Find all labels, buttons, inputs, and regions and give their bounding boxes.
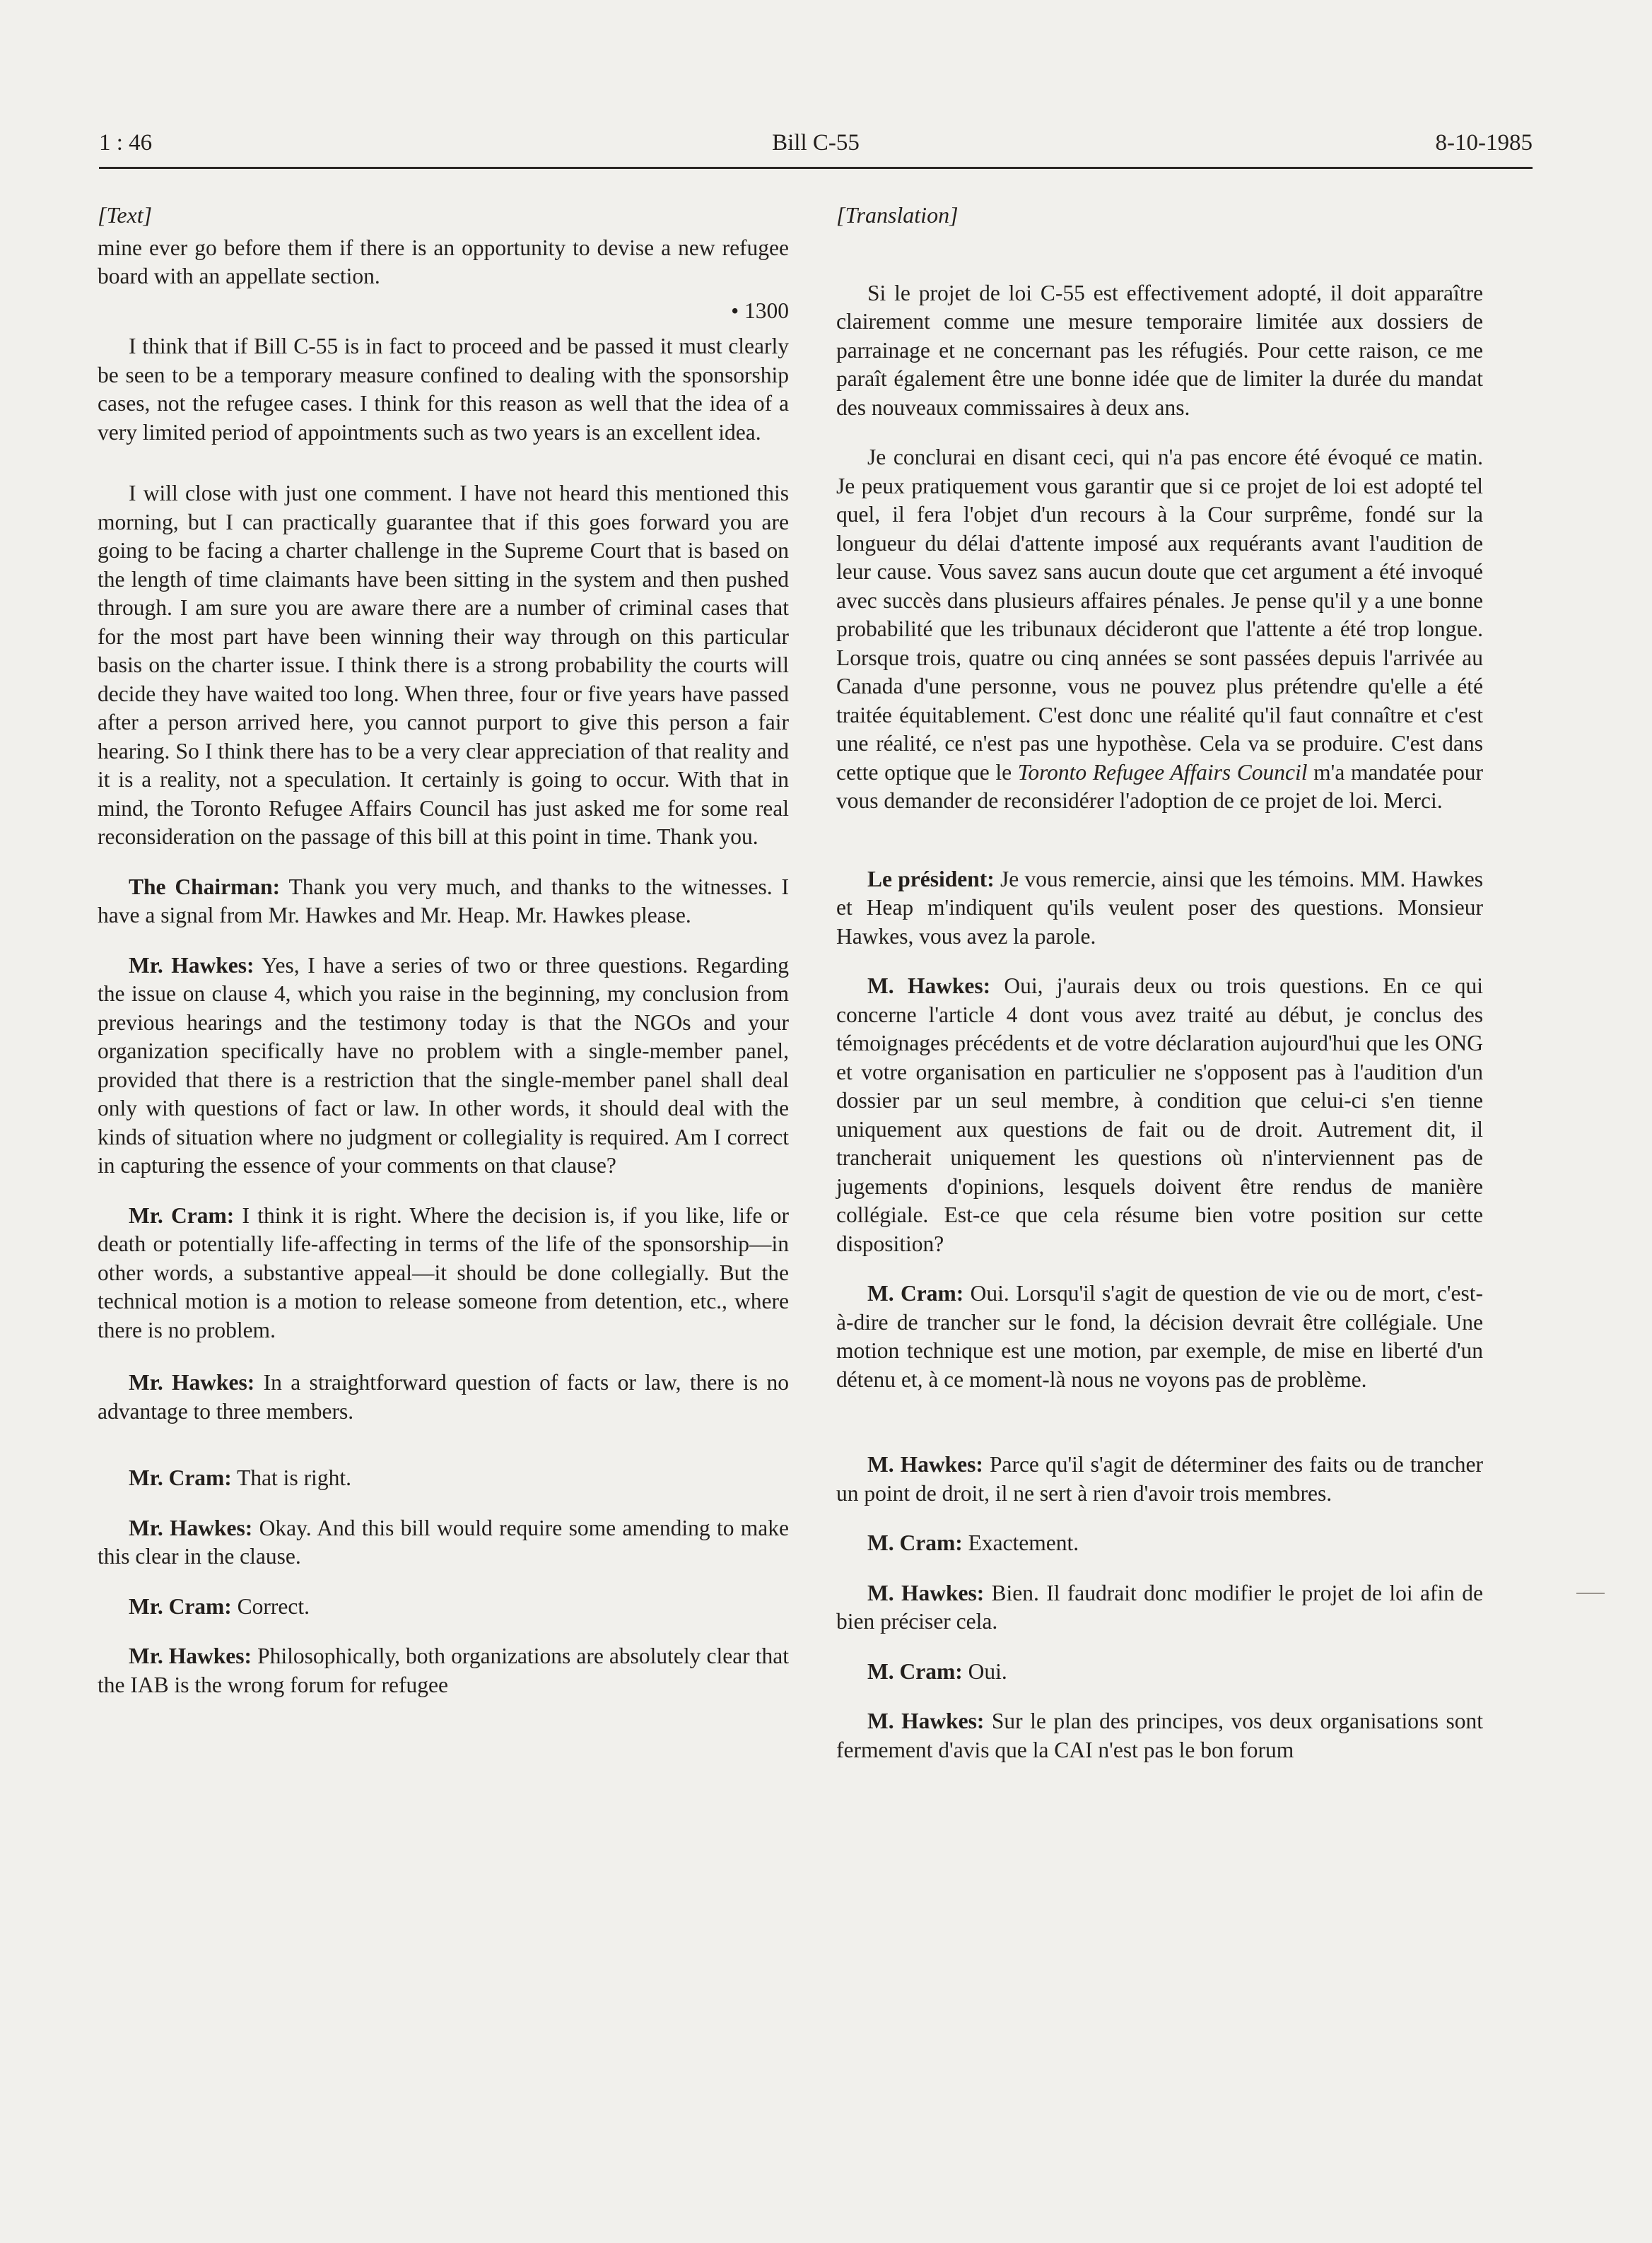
english-column [98, 201, 789, 1721]
text-label: [Text] [98, 202, 153, 228]
speaker-name: M. Hawkes: [867, 973, 991, 998]
paragraph-text: m'a mandatée pour vous demander de reconsidérer l'adoption de ce projet de loi. Merci. [836, 759, 1483, 813]
speech [836, 972, 1483, 1258]
speech-text: That is right. [231, 1465, 351, 1490]
speaker-name: M. Hawkes: [867, 1709, 985, 1733]
speech [98, 1514, 789, 1571]
paragraph: Si le projet de loi C-55 est effectivement adopté, il doit apparaître clairement comme une mesure temporaire limitée aux dossiers de parrainage et ne concernant pas les réfugiés. Pour cette raison, ce me paraît également être une bonne idée que de limiter la durée du mandat des nouveaux commissaires à deux ans. [836, 280, 1483, 420]
speaker-name: Mr. Cram: [129, 1593, 232, 1619]
paragraph: mine ever go before them if there is an opportunity to devise a new refugee board with an appellate section. [98, 235, 789, 288]
time-marker: • 1300 [731, 298, 789, 323]
speaker-name: Mr. Hawkes: [129, 1515, 253, 1540]
speech-text: Thank you very much, and thanks to the witnesses. I have a signal from Mr. Hawkes and Mr. Heap. Mr. Hawkes please. [98, 874, 790, 927]
french-column [836, 201, 1483, 1786]
paragraph: I will close with just one comment. I have not heard this mentioned this morning, but I can practically guarantee that if this goes forward you are going to be facing a charter challenge in the Supreme Court that is based on the length of time claimants have been sitting in the system and then pushed through. I am sure you are aware there are a number of criminal cases that for the most part have been winning their way through on this particular basis on the charter issue. I think there is a strong probability the courts will decide they have waited too long. When three, four or five years have passed after a person arrived here, you cannot purport to give this person a fair hearing. So I think there has to be a very clear appreciation of that reality and it is a reality, not a speculation. It certainly is going to occur. With that in mind, the Toronto Refugee Affairs Council has just asked me for some real reconsideration on the passage of this bill at this point in time. Thank you. [98, 481, 789, 849]
page-number: 1 : 46 [99, 130, 153, 156]
speech-text: Yes, I have a series of two or three questions. Regarding the issue on clause 4, which you raise in the beginning, my conclusion from previous hearings and the testimony today is that the NGOs and your organization specifically have no problem with a single-member panel, provided that there is a restriction that the single-member panel shall deal only with questions of fact or law. In other words, it should deal with the kinds of situation where no judgment or collegiality is required. Am I correct in capturing the essence of your comments on that clause? [98, 952, 789, 1178]
speech [98, 1642, 789, 1699]
speech-text: Sur le plan des principes, vos deux organisations sont fermement d'avis que la CAI n'est pas le bon forum [836, 1709, 1483, 1762]
council-name: Toronto Refugee Affairs Council [1017, 759, 1308, 785]
speech-text: Parce qu'il s'agit de déterminer des faits ou de trancher un point de droit, il ne sert à rien d'avoir trois membres. [836, 1452, 1483, 1506]
speech [98, 873, 789, 930]
speaker-name: Le président: [867, 866, 995, 891]
speech-text: Philosophically, both organizations are absolutely clear that the IAB is the wrong forum for refugee [98, 1644, 789, 1697]
speaker-name: M. Hawkes: [867, 1452, 983, 1477]
bill-title: Bill C-55 [772, 130, 860, 156]
speaker-name: Mr. Cram: [129, 1465, 232, 1490]
speaker-name: The Chairman: [129, 874, 281, 899]
sitting-date: 8-10-1985 [1435, 130, 1533, 156]
speech [98, 1464, 789, 1493]
paragraph-text: Je conclurai en disant ceci, qui n'a pas encore été évoqué ce matin. Je peux pratiquement vous garantir que si ce projet de loi est adopté tel quel, il fera l'objet d'un recours à la Cour surprême, fondé sur la longueur du délai d'attente imposé aux requérants avant l'audition de leur cause. Vous savez sans aucun doute que cet argument a été invoqué avec succès dans plusieurs affaires pénales. Je pense qu'il y a une bonne probabilité que les tribunaux décideront que l'attente a été trop longue. Lorsque trois, quatre ou cinq années se sont passées depuis l'arrivée au Canada d'une personne, vous ne pouvez plus prétendre qu'elle a été traitée équitablement. C'est donc une réalité qu'il faut connaître et c'est une réalité, ce n'est pas une hypothèse. Cela va se produire. C'est dans cette optique que le [836, 445, 1483, 785]
speech [836, 1707, 1483, 1764]
speech [836, 1658, 1483, 1687]
speech-text: Bien. Il faudrait donc modifier le projet de loi afin de bien préciser cela. [836, 1580, 1483, 1634]
speaker-name: Mr. Hawkes: [129, 1644, 252, 1668]
speech-text: Okay. And this bill would require some amending to make this clear in the clause. [98, 1515, 790, 1569]
speaker-name: Mr. Hawkes: [129, 952, 254, 978]
speaker-name: M. Hawkes: [867, 1580, 985, 1605]
speaker-name: Mr. Hawkes: [129, 1370, 255, 1395]
translation-label: [Translation] [836, 202, 959, 228]
speaker-name: M. Cram: [867, 1530, 963, 1555]
speaker-name: M. Cram: [867, 1658, 963, 1684]
speech-text: Oui. [962, 1658, 1007, 1684]
speech [98, 1202, 789, 1345]
speech-text: Oui. Lorsqu'il s'agit de question de vie ou de mort, c'est-à-dire de trancher sur le fond, la décision devrait être collégiale. Une motion technique est une motion, par exemple, de mise en liberté d'un détenu et, à ce moment-là nous ne voyons pas de problème. [836, 1281, 1484, 1392]
paragraph: I think that if Bill C-55 is in fact to proceed and be passed it must clearly be seen to be a temporary measure confined to dealing with the sponsorship cases, not the refugee cases. I think for this reason as well that the idea of a very limited period of appointments such as two years is an excellent idea. [98, 334, 789, 445]
speech [836, 1451, 1483, 1508]
speaker-name: Mr. Cram: [129, 1202, 235, 1228]
speech [836, 865, 1483, 951]
speech-text: Je vous remercie, ainsi que les témoins. MM. Hawkes et Heap m'indiquent qu'ils veulent poser des questions. Monsieur Hawkes, vous avez la parole. [836, 866, 1483, 949]
speech [98, 951, 789, 1181]
speech [98, 1369, 789, 1426]
margin-mark [1576, 1593, 1605, 1594]
speech [836, 1579, 1483, 1636]
speech-text: I think it is right. Where the decision is, if you like, life or death or potentially life-affecting in terms of the life of the sponsorship—in other words, a substantive appeal—it should be done collegially. But the technical motion is a motion to release someone from detention, etc., where there is no problem. [98, 1202, 789, 1342]
speech [836, 1529, 1483, 1558]
speech-text: Correct. [231, 1593, 310, 1619]
paragraph [836, 443, 1483, 816]
speech [98, 1593, 789, 1622]
speech-text: Exactement. [962, 1530, 1079, 1555]
speaker-name: M. Cram: [867, 1281, 964, 1306]
speech [836, 1279, 1483, 1394]
speech-text: Oui, j'aurais deux ou trois questions. En ce qui concerne l'article 4 dont vous avez traité au début, je conclus des témoignages précédents et de votre déclaration aujourd'hui que les ONG et votre organisation en particulier ne s'opposent pas à l'audition d'un dossier par un seul membre, à condition que celui-ci s'en tienne uniquement aux questions de fait ou de droit. Autrement dit, il trancherait uniquement les questions où n'interviennent pas de jugements d'opinions, lesquels doivent être rendus de manière collégiale. Est-ce que cela résume bien votre position sur cette disposition? [836, 973, 1483, 1256]
page-header [99, 124, 1533, 169]
speech-text: In a straightforward question of facts or law, there is no advantage to three members. [98, 1370, 789, 1424]
